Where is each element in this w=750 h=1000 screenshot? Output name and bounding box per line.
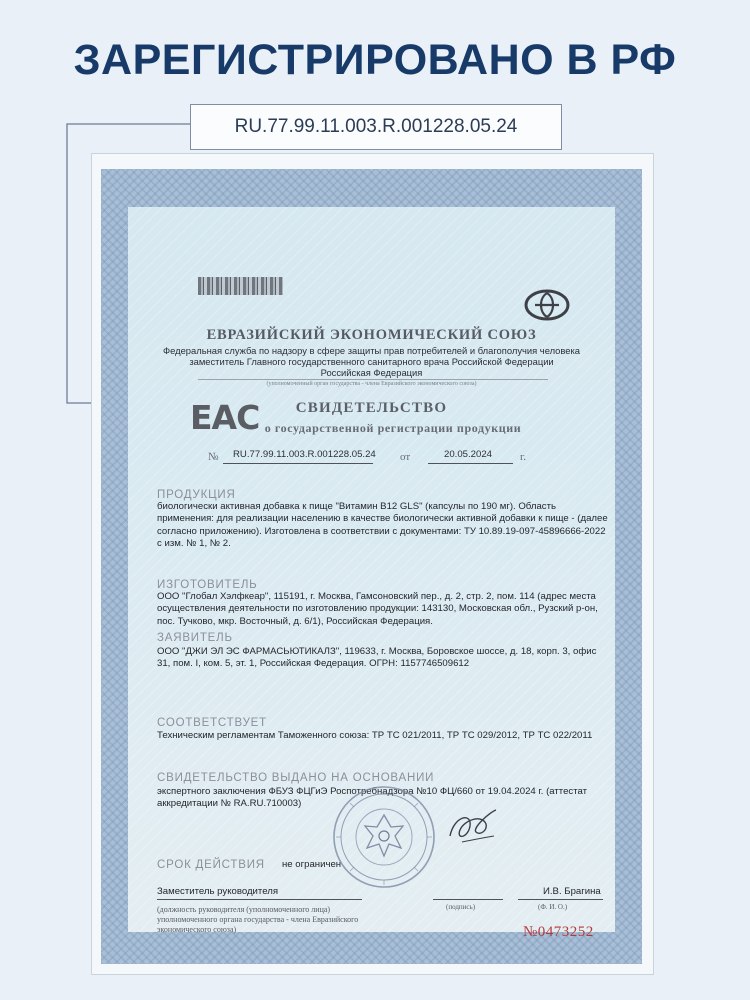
compliance-heading: СООТВЕТСТВУЕТ xyxy=(157,717,267,729)
applicant-heading: ЗАЯВИТЕЛЬ xyxy=(157,632,233,644)
service-line-2: заместитель Главного государственного санитарного врача Российской Федерации xyxy=(189,356,554,367)
service-line-1: Федеральная служба по надзору в сфере защиты прав потребителей и благополучия человека xyxy=(162,345,580,356)
validity-label: СРОК ДЕЙСТВИЯ xyxy=(157,859,265,871)
basis-heading: СВИДЕТЕЛЬСТВО ВЫДАНО НА ОСНОВАНИИ xyxy=(157,772,435,784)
year-suffix: г. xyxy=(520,451,527,463)
signer-position: Заместитель руководителя xyxy=(157,886,279,897)
caption-position: (должность руководителя (уполномоченного лица) уполномоченного органа государства - члена Евразийского экономического союза) xyxy=(157,905,359,934)
service-line-3: Российская Федерация xyxy=(320,367,423,378)
certificate-title: СВИДЕТЕЛЬСТВО xyxy=(295,400,448,416)
serial-number: №0473252 xyxy=(523,924,594,940)
caption-signature: (подпись) xyxy=(446,903,476,911)
eac-mark: ЕАС xyxy=(190,398,260,437)
authority-caption: (уполномоченный орган государства - члена Евразийского экономического союза) xyxy=(266,381,477,387)
from-label: от xyxy=(400,451,411,463)
eaeu-logo-icon xyxy=(523,288,571,322)
manufacturer-text: ООО "Глобал Хэлфкеар", 115191, г. Москва, Гамсоновский пер., д. 2, стр. 2, пом. 114 (адрес места осуществления деятельности по изготовлению продукции: 143130, Московская обл., Рузский р-он, пос. Тучково, мкр. Восточный, д. 6/1), Российская Федерация. xyxy=(157,591,598,627)
certificate-subtitle: о государственной регистрации продукции xyxy=(264,421,522,435)
product-heading: ПРОДУКЦИЯ xyxy=(157,489,236,501)
certificate-date: 20.05.2024 xyxy=(444,449,493,460)
compliance-text: Техническим регламентам Таможенного союза: ТР ТС 021/2011, ТР ТС 029/2012, ТР ТС 022/2011 xyxy=(157,730,593,741)
signature-icon xyxy=(442,806,502,851)
validity-value: не ограничен xyxy=(282,859,342,870)
caption-name: (Ф. И. О.) xyxy=(538,903,568,911)
certificate-number: RU.77.99.11.003.R.001228.05.24 xyxy=(233,449,376,460)
product-text: биологически активная добавка к пище "Витамин B12 GLS" (капсулы по 190 мг). Область применения: для реализации населению в качестве биологически активной добавки к пище - (далее согласно приложению). Изготовлена в соответствии с документами: ТУ 10.89.19-097-45896666-2022 с изм. № 1, № 2. xyxy=(157,501,608,550)
basis-text: экспертного заключения ФБУЗ ФЦГиЭ Роспотребнадзора №10 ФЦ/660 от 19.04.2024 г. (аттестат аккредитации № RA.RU.710003) xyxy=(157,786,588,810)
registration-number-box xyxy=(190,104,562,150)
applicant-text: ООО "ДЖИ ЭЛ ЭС ФАРМАСЬЮТИКАЛЗ", 119633, г. Москва, Боровское шоссе, д. 18, корп. 3, офис 31, пом. I, ком. 5, эт. 1, Российская Федерация. ОГРН: 1157746509612 xyxy=(157,646,597,670)
manufacturer-heading: ИЗГОТОВИТЕЛЬ xyxy=(157,579,258,591)
number-prefix: № xyxy=(208,451,219,463)
signer-name: И.В. Брагина xyxy=(543,886,601,897)
certificate-image xyxy=(91,153,654,975)
page-headline: ЗАРЕГИСТРИРОВАНО В РФ xyxy=(73,36,677,84)
registration-number: RU.77.99.11.003.R.001228.05.24 xyxy=(234,116,518,137)
official-stamp-icon xyxy=(329,782,439,892)
union-title: ЕВРАЗИЙСКИЙ ЭКОНОМИЧЕСКИЙ СОЮЗ xyxy=(206,327,537,343)
security-strip xyxy=(198,277,283,295)
